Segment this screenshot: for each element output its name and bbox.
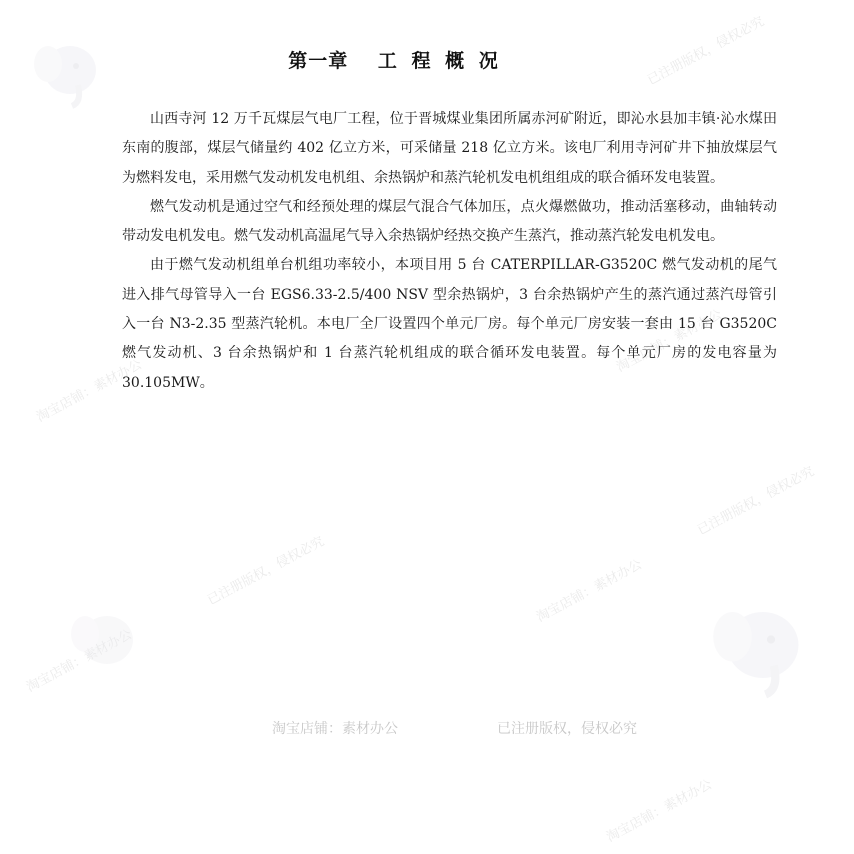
copyright-watermark: 已注册版权，侵权必究 <box>497 721 637 737</box>
background-watermark: 淘宝店铺：素材办公 <box>604 777 715 846</box>
paragraph: 由于燃气发动机组单台机组功率较小，本项目用 5 台 CATERPILLAR-G3520C 燃气发动机的尾气进入排气母管导入一台 EGS6.33-2.5/400 NSV 型余热锅炉，3 台余热锅炉产生的蒸汽通过蒸汽母管引入一台 N3-2.35 型蒸汽轮机。本电厂全厂设置四个单元厂房。每个单元厂房安装一套由 15 台 G3520C 燃气发动机、3 台余热锅炉和 1 台蒸汽轮机组成的联合循环发电装置。每个单元厂房的发电容量为 30.105MW。 <box>122 257 777 391</box>
background-watermark: 已注册版权，侵权必究 <box>645 14 767 89</box>
chapter-number: 第一章 <box>288 50 349 72</box>
background-watermark: 淘宝店铺：素材办公 <box>534 557 645 626</box>
elephant-logo-icon <box>65 600 145 680</box>
shop-watermark: 淘宝店铺：素材办公 <box>272 721 398 737</box>
elephant-logo-icon <box>705 590 815 700</box>
background-watermark: 淘宝店铺：素材办公 <box>34 357 145 426</box>
chapter-body <box>122 105 777 398</box>
chapter-title <box>0 46 790 73</box>
background-watermark: 淘宝店铺：素材办公 <box>614 307 725 376</box>
paragraph: 山西寺河 12 万千瓦煤层气电厂工程，位于晋城煤业集团所属赤河矿附近，即沁水县加丰镇·沁水煤田东南的腹部，煤层气储量约 402 亿立方米，可采储量 218 亿立方米。该电厂利用寺河矿井下抽放煤层气为燃料发电，采用燃气发动机发电机组、余热锅炉和蒸汽轮机发电机组组成的联合循环发电装置。 <box>122 111 777 186</box>
background-watermark: 淘宝店铺：素材办公 <box>24 627 135 696</box>
chapter-name: 工 程 概 况 <box>377 50 502 72</box>
background-watermark: 已注册版权，侵权必究 <box>205 534 327 609</box>
paragraph: 燃气发动机是通过空气和经预处理的煤层气混合气体加压，点火爆燃做功，推动活塞移动，曲轴转动带动发电机发电。燃气发动机高温尾气导入余热锅炉经热交换产生蒸汽，推动蒸汽轮发电机发电。 <box>122 198 777 245</box>
background-watermark: 已注册版权，侵权必究 <box>695 464 817 539</box>
